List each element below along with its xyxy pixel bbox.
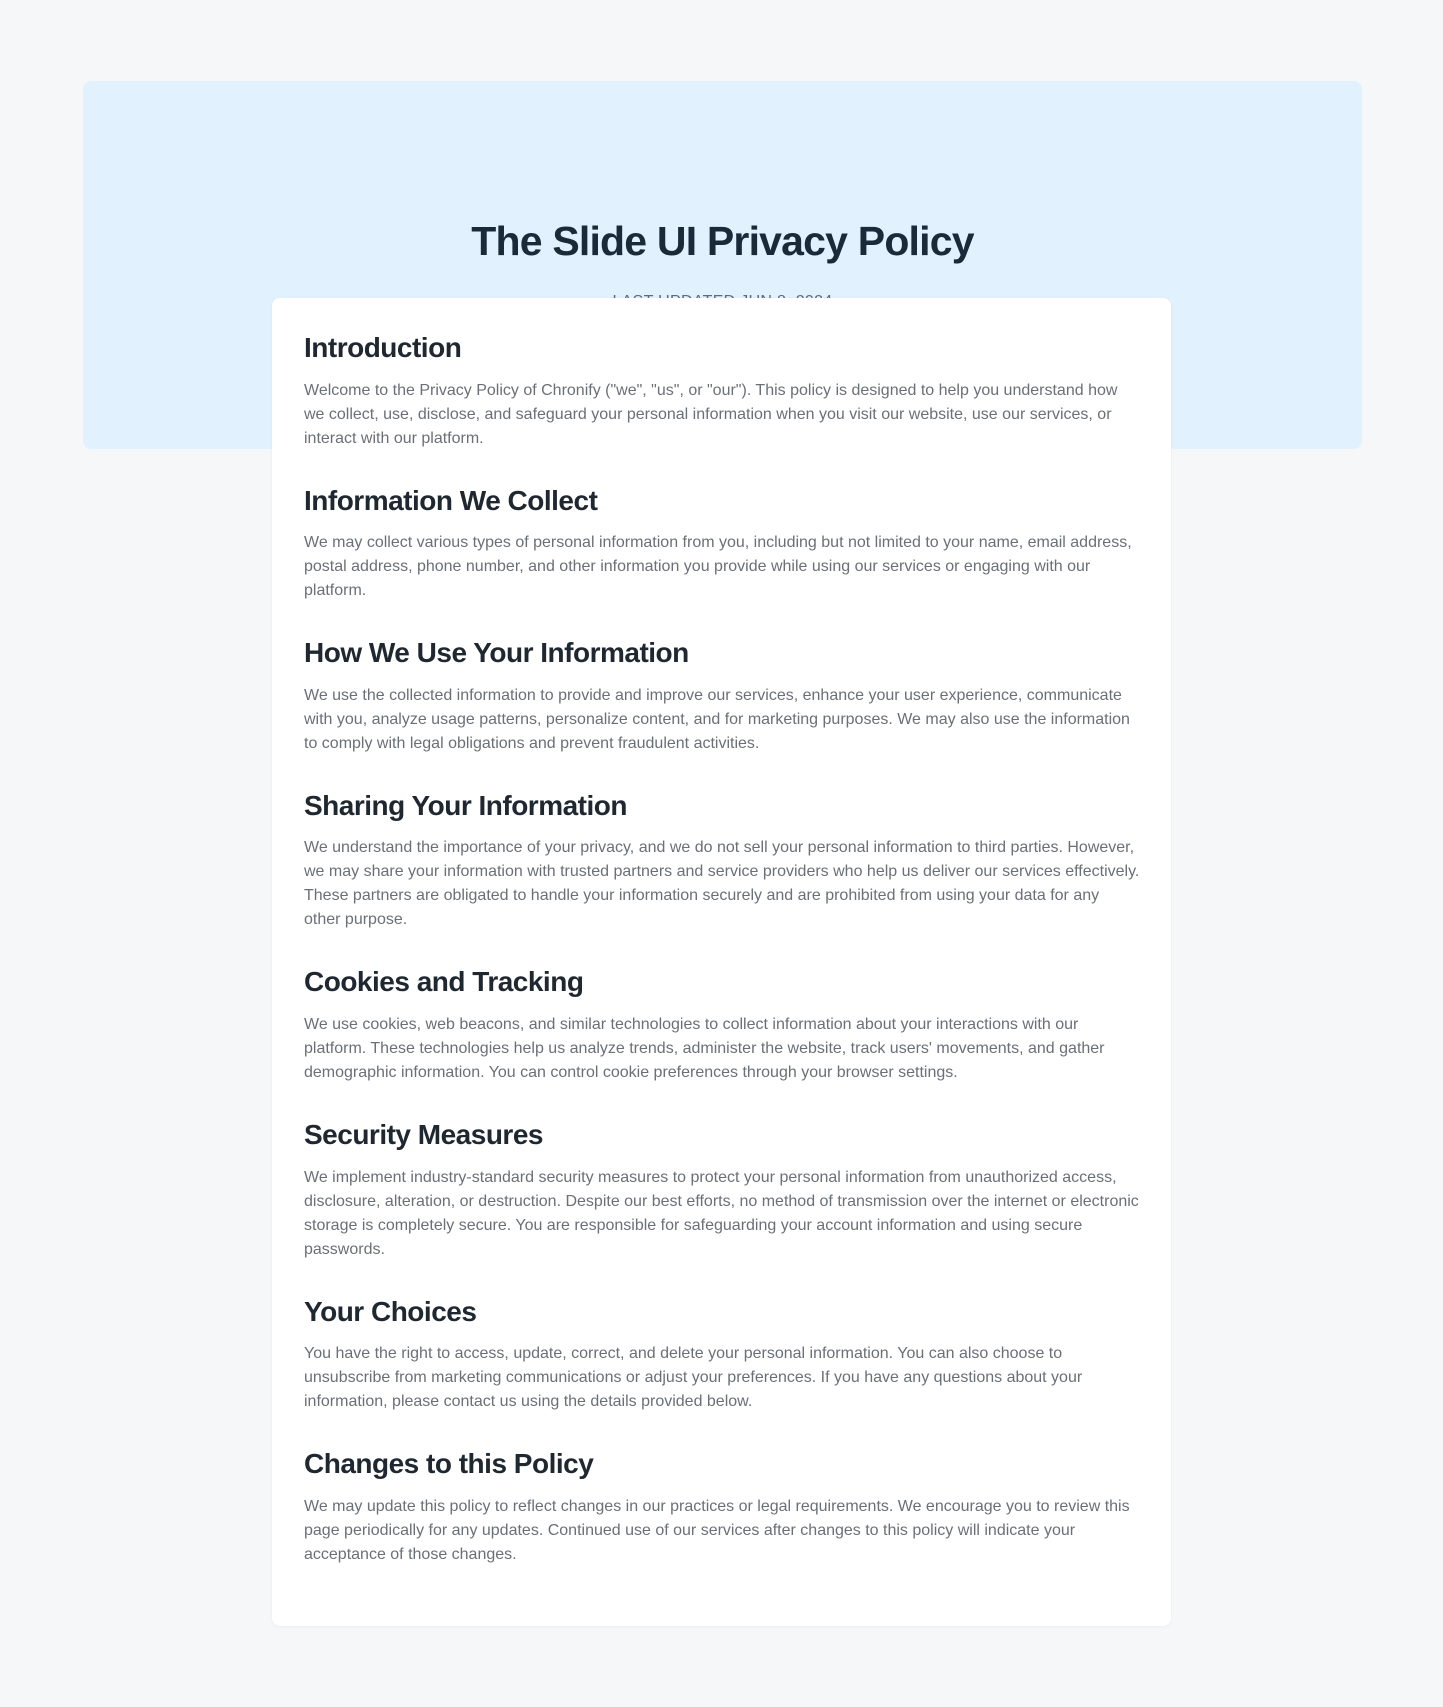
section-heading: Cookies and Tracking xyxy=(304,966,584,998)
section-text: Welcome to the Privacy Policy of Chronify ("we", "us", or "our"). This policy is designed to help you understand how we collect, use, disclose, and safeguard your personal information when you visit our website, use our services, or interact with our platform. xyxy=(304,381,1118,447)
section-introduction xyxy=(304,331,1140,451)
section-text: We understand the importance of your privacy, and we do not sell your personal information to third parties. However, we may share your information with trusted partners and service providers who help us deliver our services effectively. These partners are obligated to handle your information securely and are prohibited from using your data for any other purpose. xyxy=(304,839,1140,929)
section-text: You have the right to access, update, correct, and delete your personal information. You can also choose to unsubscribe from marketing communications or adjust your preferences. If you have any questions about your information, please contact us using the details provided below. xyxy=(304,1345,1083,1411)
section-text: We use the collected information to provide and improve our services, enhance your user experience, communicate with you, analyze usage patterns, personalize content, and for marketing purposes. We may also use the information to comply with legal obligations and prevent fraudulent activities. xyxy=(304,686,1130,752)
section-changes-to-this-policy xyxy=(304,1447,1140,1567)
section-heading: Sharing Your Information xyxy=(304,789,627,821)
section-security-measures xyxy=(304,1118,1140,1262)
section-heading: Security Measures xyxy=(304,1118,543,1150)
section-cookies-and-tracking xyxy=(304,965,1140,1085)
section-your-choices xyxy=(304,1295,1140,1415)
section-text: We may update this policy to reflect changes in our practices or legal requirements. We encourage you to review this page periodically for any updates. Continued use of our services after changes to this policy will indicate your acceptance of those changes. xyxy=(304,1497,1130,1563)
section-heading: Information We Collect xyxy=(304,484,598,516)
section-information-we-collect xyxy=(304,484,1140,604)
section-how-we-use-your-information xyxy=(304,636,1140,756)
policy-content-card xyxy=(272,298,1171,1626)
section-heading: Introduction xyxy=(304,332,462,363)
section-sharing-your-information xyxy=(304,789,1140,933)
page-title: The Slide UI Privacy Policy xyxy=(471,218,974,264)
section-heading: Your Choices xyxy=(304,1295,477,1327)
section-heading: Changes to this Policy xyxy=(304,1448,594,1480)
section-heading: How We Use Your Information xyxy=(304,637,689,669)
section-text: We implement industry-standard security measures to protect your personal information from unauthorized access, disclosure, alteration, or destruction. Despite our best efforts, no method of transmission over the internet or electronic storage is completely secure. You are responsible for safeguarding your account information and using secure passwords. xyxy=(304,1168,1139,1258)
section-text: We may collect various types of personal information from you, including but not limited to your name, email address, postal address, phone number, and other information you provide while using our services or engaging with our platform. xyxy=(304,534,1132,600)
section-text: We use cookies, web beacons, and similar technologies to collect information about your interactions with our platform. These technologies help us analyze trends, administer the website, track users' movements, and gather demographic information. You can control cookie preferences through your browser settings. xyxy=(304,1015,1105,1081)
